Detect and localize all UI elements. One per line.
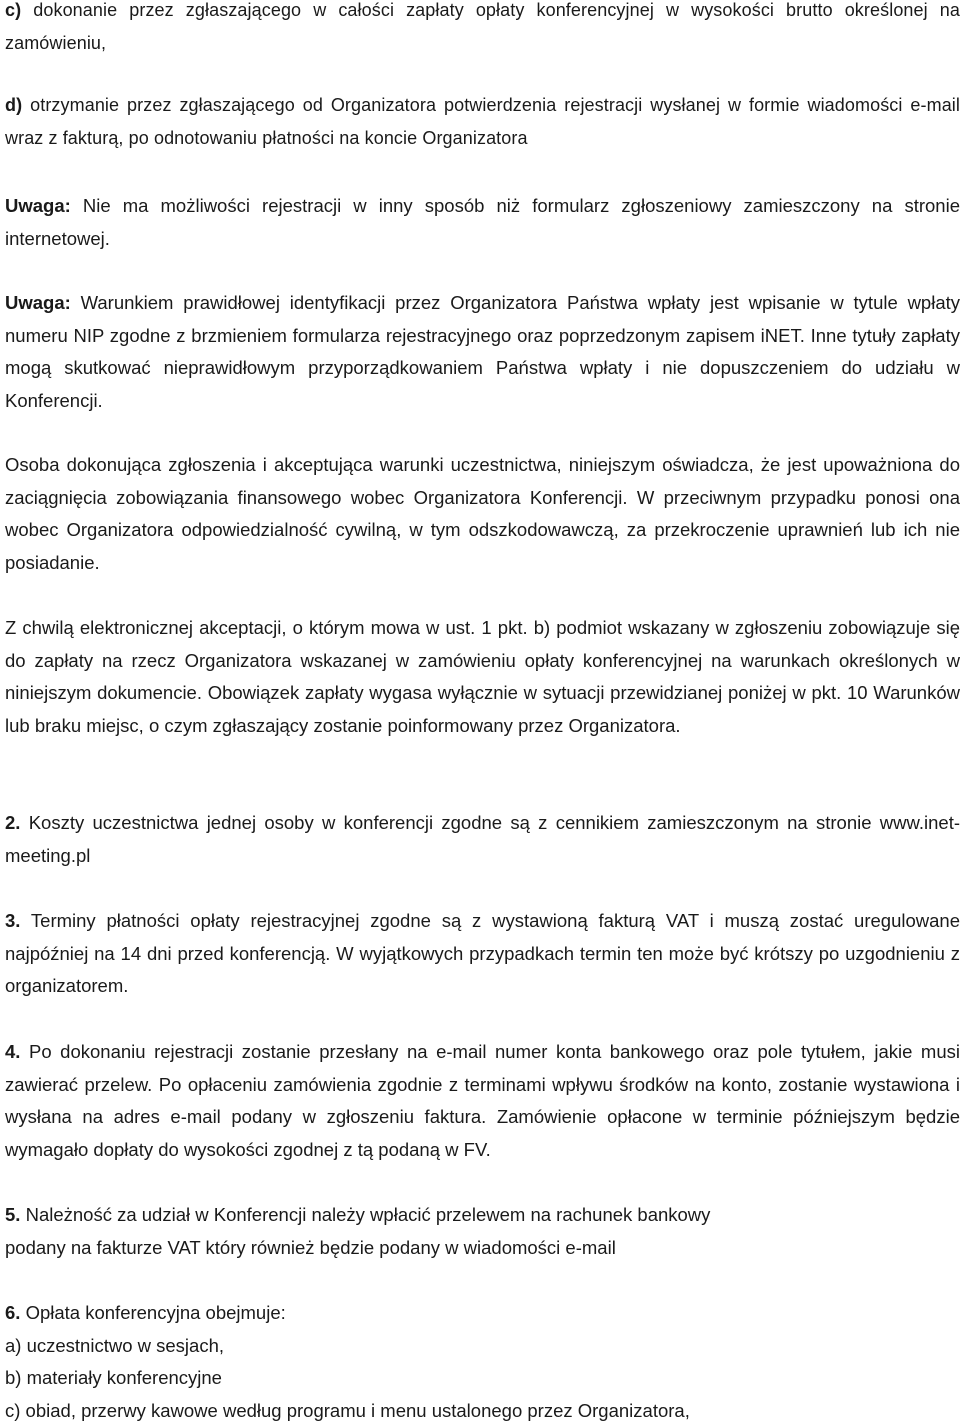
paragraph-d-text: otrzymanie przez zgłaszającego od Organizatora potwierdzenia rejestracji wysłanej w formie wiadomości e-mail wraz z fakturą, po odnotowaniu płatności na koncie Organizatora bbox=[5, 95, 960, 148]
item-marker-c: c) bbox=[5, 0, 22, 20]
section-2-text: Koszty uczestnictwa jednej osoby w konferencji zgodne są z cennikiem zamieszczonym na stronie www.inet-meeting.pl bbox=[5, 812, 960, 866]
section-6 bbox=[5, 1297, 960, 1428]
section-number: 2. bbox=[5, 812, 21, 833]
note-registration-text: Nie ma możliwości rejestracji w inny sposób niż formularz zgłoszeniowy zamieszczony na stronie internetowej. bbox=[5, 195, 960, 249]
section-4 bbox=[5, 1036, 960, 1167]
paragraph-c-text: dokonanie przez zgłaszającego w całości zapłaty opłaty konferencyjnej w wysokości brutto określonej na zamówieniu, bbox=[5, 0, 960, 53]
section-2 bbox=[5, 807, 960, 872]
section-6-heading bbox=[5, 1297, 960, 1330]
paragraph-d bbox=[5, 89, 960, 154]
note-payment-identification-text: Warunkiem prawidłowej identyfikacji przez Organizatora Państwa wpłaty jest wpisanie w tytule wpłaty numeru NIP zgodne z brzmieniem formularza rejestracyjnego oraz poprzedzonym zapisem iNET. Inne tytuły zapłaty mogą skutkować nieprawidłowym przyporządkowaniem Państwa wpłaty i nie dopuszczeniem do udziału w Konferencji. bbox=[5, 292, 960, 412]
note-payment-identification bbox=[5, 287, 960, 418]
list-item: c) obiad, przerwy kawowe według programu i menu ustalonego przez Organizatora, bbox=[5, 1400, 690, 1422]
list-item: a) uczestnictwo w sesjach, bbox=[5, 1334, 225, 1356]
section-6-heading-text: Opłata konferencyjna obejmuje: bbox=[25, 1302, 286, 1323]
note-registration bbox=[5, 190, 960, 255]
paragraph-authorization-text: Osoba dokonująca zgłoszenia i akceptująca warunki uczestnictwa, niniejszym oświadcza, że jest upoważniona do zaciągnięcia zobowiązania finansowego wobec Organizatora Konferencji. W przeciwnym przypadku ponosi ona wobec Organizatora odpowiedzialność cywilną, w tym odszkodowawczą, za przekroczenie uprawnień lub ich nie posiadanie. bbox=[5, 454, 960, 574]
note-label: Uwaga: bbox=[5, 292, 71, 313]
section-5-line-2: podany na fakturze VAT który również będzie podany w wiadomości e-mail bbox=[5, 1236, 616, 1258]
item-marker-d: d) bbox=[5, 95, 23, 115]
paragraph-c bbox=[5, 0, 960, 59]
section-number: 6. bbox=[5, 1302, 21, 1323]
section-4-text: Po dokonaniu rejestracji zostanie przesłany na e-mail numer konta bankowego oraz pole tytułem, jakie musi zawierać przelew. Po opłaceniu zamówienia zgodnie z terminami wpływu środków na konto, zostanie wystawiona i wysłana na adres e-mail podany w zgłoszeniu faktura. Zamówienie opłacone w terminie późniejszym będzie wymagało dopłaty do wysokości zgodnej z tą podaną w FV. bbox=[5, 1041, 960, 1161]
paragraph-authorization bbox=[5, 449, 960, 580]
section-number: 4. bbox=[5, 1041, 21, 1062]
section-5-line-1 bbox=[5, 1199, 960, 1232]
paragraph-acceptance bbox=[5, 612, 960, 743]
section-number: 3. bbox=[5, 910, 21, 931]
list-item: b) materiały konferencyjne bbox=[5, 1367, 222, 1389]
paragraph-acceptance-text: Z chwilą elektronicznej akceptacji, o którym mowa w ust. 1 pkt. b) podmiot wskazany w zgłoszeniu zobowiązuje się do zapłaty na rzecz Organizatora wskazanej w zamówieniu opłaty konferencyjnej na warunkach określonych w niniejszym dokumencie. Obowiązek zapłaty wygasa wyłącznie w sytuacji przewidzianej poniżej w pkt. 10 Warunków lub braku miejsc, o czym zgłaszający zostanie poinformowany przez Organizatora. bbox=[5, 617, 960, 737]
section-5-line-1-text: Należność za udział w Konferencji należy wpłacić przelewem na rachunek bankowy bbox=[25, 1204, 711, 1225]
section-3 bbox=[5, 905, 960, 1003]
section-3-text: Terminy płatności opłaty rejestracyjnej zgodne są z wystawioną fakturą VAT i muszą zostać uregulowane najpóźniej na 14 dni przed konferencją. W wyjątkowych przypadkach termin ten może być krótszy po uzgodnieniu z organizatorem. bbox=[5, 910, 960, 997]
section-number: 5. bbox=[5, 1204, 21, 1225]
section-5 bbox=[5, 1199, 960, 1264]
note-label: Uwaga: bbox=[5, 195, 71, 216]
